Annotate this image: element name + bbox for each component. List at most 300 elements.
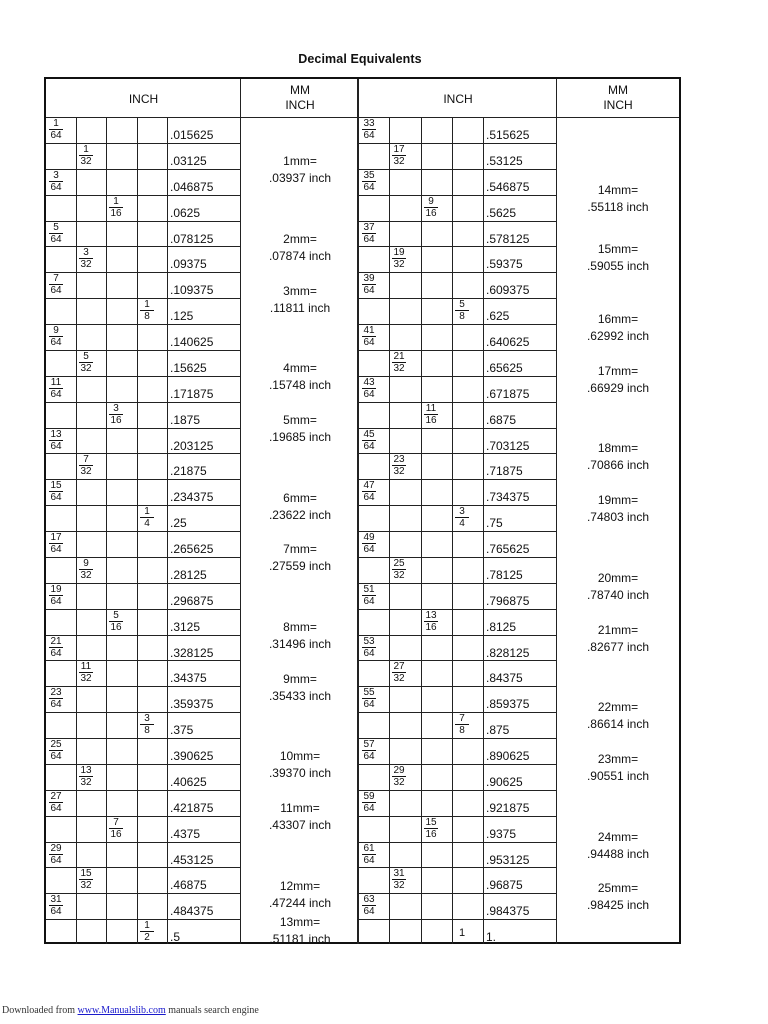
decimal-value: .6875 [486,413,517,427]
right-row-divider [359,660,557,661]
left-mm-conversion [241,490,359,524]
decimal-value: .03125 [170,154,207,168]
decimal-value: .890625 [486,749,530,763]
fraction-denominator: 32 [80,466,92,477]
fraction-numerator: 17 [393,144,405,155]
left-row-divider [46,246,241,247]
fraction-denominator: 16 [110,415,122,426]
left-mm-header-line2: INCH [285,98,315,112]
decimal-value: .546875 [486,180,530,194]
fraction-numerator: 27 [393,661,405,672]
fraction [109,818,123,840]
inch-equivalent: .98425 inch [586,898,650,912]
fraction-denominator: 64 [363,182,375,193]
left-row-divider [46,169,241,170]
decimal-value: .34375 [170,671,207,685]
decimal-value: .328125 [170,646,214,660]
fraction-denominator: 4 [459,518,465,529]
fraction [362,171,376,193]
fraction-numerator: 43 [363,377,375,388]
fraction-denominator: 64 [363,285,375,296]
mm-value: 23mm= [597,752,639,766]
left-row-divider [46,221,241,222]
left-row-divider [46,764,241,765]
fraction-numerator: 39 [363,273,375,284]
mm-value: 1mm= [283,154,317,168]
mm-value: 16mm= [597,312,639,326]
right-row-divider [359,893,557,894]
fraction-numerator: 53 [363,636,375,647]
fraction-denominator: 2 [144,932,150,943]
left-row-divider [46,816,241,817]
fraction-denominator: 16 [110,622,122,633]
right-row-divider [359,790,557,791]
fraction-numerator: 9 [79,559,93,570]
right-mm-conversion [557,622,679,656]
decimal-value: .734375 [486,490,530,504]
left-row-divider [46,195,241,196]
left-row-divider [46,583,241,584]
inch-equivalent: .43307 inch [268,818,332,832]
fraction-numerator: 23 [393,454,405,465]
fraction-denominator: 64 [363,441,375,452]
mm-value: 14mm= [597,183,639,197]
left-mm-conversion [241,360,359,394]
right-mm-conversion [557,440,679,474]
left-mm-conversion [241,412,359,446]
right-inch-header: INCH [443,92,473,106]
right-row-divider [359,583,557,584]
inch-equivalent: .82677 inch [586,640,650,654]
right-mm-header [557,83,679,113]
right-row-divider [359,712,557,713]
fraction [362,740,376,762]
mm-value: 6mm= [283,491,317,505]
decimal-value: .765625 [486,542,530,556]
left-mm-conversion [241,878,359,912]
inch-equivalent: .11811 inch [269,301,331,315]
fraction-numerator: 5 [49,223,63,234]
left-row-divider [46,660,241,661]
fraction-numerator: 1 [49,119,63,130]
fraction-numerator: 11 [50,377,62,388]
left-row-divider [46,531,241,532]
inch-equivalent: .03937 inch [268,171,332,185]
decimal-value: .671875 [486,387,530,401]
fraction [424,197,438,219]
decimal-value: .703125 [486,439,530,453]
left-row-divider [46,867,241,868]
fraction [392,352,406,374]
right-row-divider [359,195,557,196]
fraction [424,611,438,633]
inch-equivalent: .47244 inch [268,896,332,910]
fraction [79,869,93,891]
decimal-value: .625 [486,309,510,323]
fraction-numerator: 27 [50,791,62,802]
fraction-denominator: 32 [393,259,405,270]
right-row-divider [359,350,557,351]
fraction-denominator: 8 [144,725,150,736]
fraction [49,378,63,400]
fraction-denominator: 32 [80,363,92,374]
decimal-value: .140625 [170,335,214,349]
fraction [455,300,469,322]
right-row-divider [359,453,557,454]
fraction-denominator: 64 [363,855,375,866]
fraction [424,404,438,426]
decimal-value: .96875 [486,878,523,892]
right-mm-header-line2: INCH [603,98,633,112]
left-row-divider [46,609,241,610]
decimal-value: .5 [170,930,181,944]
right-mm-conversion [557,492,679,526]
fraction [79,145,93,167]
inch-equivalent: .19685 inch [268,430,332,444]
right-mm-conversion [557,699,679,733]
decimal-value: .3125 [170,620,201,634]
decimal-value: .109375 [170,283,214,297]
footer-prefix: Downloaded from [2,1005,78,1016]
fraction-numerator: 7 [79,455,93,466]
decimal-value: .171875 [170,387,214,401]
decimal-value: .4375 [170,827,201,841]
decimal-value: .71875 [486,464,523,478]
fraction [362,430,376,452]
fraction-numerator: 1 [79,145,93,156]
right-row-divider [359,402,557,403]
right-row-divider [359,635,557,636]
right-mm-header-line1: MM [608,83,628,97]
inch-equivalent: .55118 inch [587,200,649,214]
fraction [109,197,123,219]
fraction [49,119,63,141]
fraction-numerator: 5 [455,300,469,311]
inch-equivalent: .31496 inch [268,637,332,651]
fraction [362,895,376,917]
fraction [49,171,63,193]
fraction-denominator: 32 [393,466,405,477]
right-row-divider [359,272,557,273]
inch-equivalent: .27559 inch [268,559,332,573]
fraction-denominator: 64 [363,389,375,400]
fraction-denominator: 64 [363,544,375,555]
fraction-denominator: 64 [50,389,62,400]
fraction-numerator: 19 [393,247,405,258]
right-mm-conversion [557,570,679,604]
fraction-numerator: 37 [363,222,375,233]
decimal-value: 1. [486,930,497,944]
decimal-value: .84375 [486,671,523,685]
mm-value: 2mm= [283,232,317,246]
fraction-denominator: 64 [363,648,375,659]
footer-suffix: manuals search engine [165,1005,259,1016]
fraction [49,533,63,555]
right-row-divider [359,298,557,299]
mm-value: 11mm= [280,801,320,815]
fraction [362,533,376,555]
decimal-value: .359375 [170,697,214,711]
fraction-denominator: 16 [110,208,122,219]
fraction-numerator: 59 [363,791,375,802]
right-mm-conversion [557,751,679,785]
inch-equivalent: .78740 inch [586,588,650,602]
decimal-value: .375 [170,723,194,737]
mm-value: 12mm= [279,879,321,893]
fraction [49,274,63,296]
fraction [49,481,63,503]
fraction-numerator: 29 [393,765,405,776]
right-mm-conversion [557,182,679,216]
right-row-divider [359,479,557,480]
fraction [79,766,93,788]
fraction [362,585,376,607]
fraction-numerator: 3 [455,507,469,518]
mm-value: 5mm= [283,413,317,427]
left-mm-conversion [241,153,359,187]
fraction-denominator: 64 [50,596,62,607]
left-row-divider [46,686,241,687]
fraction-denominator: 32 [80,673,92,684]
fraction-numerator: 5 [109,611,123,622]
fraction-denominator: 64 [363,492,375,503]
fraction-denominator: 64 [50,699,62,710]
fraction [392,766,406,788]
left-row-divider [46,635,241,636]
right-mm-conversion [557,311,679,345]
fraction [362,637,376,659]
mm-value: 20mm= [597,571,639,585]
fraction [455,928,469,938]
fraction [79,248,93,270]
inch-equivalent: .15748 inch [268,378,332,392]
left-row-divider [46,350,241,351]
mm-value: 3mm= [283,284,317,298]
fraction [49,688,63,710]
fraction-numerator: 21 [393,351,405,362]
fraction-numerator: 5 [79,352,93,363]
fraction [79,662,93,684]
fraction [362,792,376,814]
fraction [362,326,376,348]
fraction-numerator: 3 [109,404,123,415]
right-row-divider [359,764,557,765]
mm-value: 24mm= [597,830,639,844]
left-mm-conversion [241,541,359,575]
fraction-numerator: 3 [79,248,93,259]
fraction-denominator: 64 [363,337,375,348]
right-row-divider [359,221,557,222]
fraction [49,223,63,245]
right-row-divider [359,505,557,506]
fraction-denominator: 4 [144,518,150,529]
fraction [140,507,154,529]
decimal-value: .25 [170,516,187,530]
fraction-denominator: 32 [393,880,405,891]
fraction [49,430,63,452]
left-row-divider [46,324,241,325]
decimal-value: .1875 [170,413,201,427]
decimal-value: .265625 [170,542,214,556]
fraction-denominator: 64 [50,544,62,555]
mm-value: 17mm= [597,364,639,378]
fraction-denominator: 16 [425,208,437,219]
decimal-value: .0625 [170,206,201,220]
fraction-denominator: 32 [80,156,92,167]
decimal-value: .203125 [170,439,214,453]
fraction [49,585,63,607]
decimal-value: .875 [486,723,510,737]
fraction-numerator: 25 [50,739,62,750]
left-mm-conversion [241,800,359,834]
right-row-divider [359,324,557,325]
right-row-divider [359,246,557,247]
mm-value: 7mm= [283,542,317,556]
right-row-divider [359,842,557,843]
left-mm-conversion [241,914,359,948]
fraction-numerator: 7 [455,714,469,725]
fraction-numerator: 41 [363,325,375,336]
inch-equivalent: .70866 inch [586,458,650,472]
mm-value: 10mm= [279,749,321,763]
mm-value: 13mm= [279,915,321,929]
fraction [362,481,376,503]
decimal-value: .5625 [486,206,517,220]
fraction [140,300,154,322]
inch-equivalent: .66929 inch [586,381,650,395]
fraction-numerator: 11 [425,403,437,414]
fraction-denominator: 32 [80,880,92,891]
decimal-value: .53125 [486,154,523,168]
decimal-value: .78125 [486,568,523,582]
fraction-numerator: 33 [363,118,375,129]
decimal-value: .953125 [486,853,530,867]
fraction-denominator: 64 [363,130,375,141]
fraction [109,404,123,426]
left-row-divider [46,479,241,480]
fraction [109,611,123,633]
fraction-numerator: 3 [49,171,63,182]
left-mm-header [241,83,359,113]
fraction [49,792,63,814]
fraction-denominator: 8 [459,311,465,322]
decimal-value: .015625 [170,128,214,142]
right-mm-conversion [557,241,679,275]
fraction [362,688,376,710]
left-row-divider [46,893,241,894]
fraction-denominator: 64 [50,906,62,917]
fraction-numerator: 3 [140,714,154,725]
fraction-numerator: 13 [425,610,437,621]
fraction-numerator: 51 [363,584,375,595]
decimal-value: .484375 [170,904,214,918]
fraction-denominator: 8 [144,311,150,322]
right-row-divider [359,143,557,144]
decimal-value: .859375 [486,697,530,711]
decimal-value: .578125 [486,232,530,246]
fraction [49,740,63,762]
right-row-divider [359,816,557,817]
fraction [362,119,376,141]
fraction [455,507,469,529]
left-row-divider [46,428,241,429]
decimal-value: .921875 [486,801,530,815]
decimal-value: .515625 [486,128,530,142]
right-row-divider [359,428,557,429]
decimal-value: .65625 [486,361,523,375]
decimal-value: .984375 [486,904,530,918]
fraction-denominator: 64 [50,337,62,348]
fraction [79,455,93,477]
page-footer [2,1005,259,1016]
fraction-numerator: 55 [363,687,375,698]
fraction [392,455,406,477]
mm-value: 15mm= [597,242,639,256]
fraction-numerator: 47 [363,480,375,491]
mm-value: 8mm= [283,620,317,634]
decimal-value: .828125 [486,646,530,660]
decimal-value: .078125 [170,232,214,246]
fraction [362,378,376,400]
left-mm-header-line1: MM [290,83,310,97]
fraction-numerator: 63 [363,894,375,905]
mm-value: 18mm= [597,441,639,455]
fraction [49,637,63,659]
fraction-denominator: 64 [50,492,62,503]
decimal-value: .640625 [486,335,530,349]
decimal-value: .453125 [170,853,214,867]
right-mm-conversion [557,880,679,914]
fraction-denominator: 32 [393,777,405,788]
right-row-divider [359,686,557,687]
fraction-numerator: 7 [109,818,123,829]
inch-equivalent: .07874 inch [268,249,332,263]
left-row-divider [46,376,241,377]
fraction-numerator: 13 [50,429,62,440]
fraction-numerator: 1 [458,927,466,939]
footer-link[interactable]: www.Manualslib.com [77,1005,166,1016]
fraction-denominator: 32 [393,570,405,581]
fraction-denominator: 64 [363,751,375,762]
fraction-numerator: 17 [50,532,62,543]
right-mm-conversion [557,829,679,863]
left-row-divider [46,143,241,144]
fraction-numerator: 35 [363,170,375,181]
fraction-numerator: 1 [140,921,154,932]
fraction-numerator: 45 [363,429,375,440]
decimal-value: .15625 [170,361,207,375]
fraction [362,274,376,296]
fraction-denominator: 64 [50,648,62,659]
inch-equivalent: .23622 inch [268,508,332,522]
fraction-numerator: 15 [80,868,92,879]
fraction-numerator: 9 [424,197,438,208]
fraction [392,662,406,684]
mm-value: 4mm= [283,361,317,375]
decimal-value: .421875 [170,801,214,815]
decimal-value: .90625 [486,775,523,789]
fraction-numerator: 1 [140,300,154,311]
decimal-value: .609375 [486,283,530,297]
right-row-divider [359,919,557,920]
decimal-value: .28125 [170,568,207,582]
fraction-numerator: 1 [140,507,154,518]
fraction-denominator: 64 [50,751,62,762]
fraction-denominator: 16 [425,622,437,633]
fraction-numerator: 15 [425,817,437,828]
fraction-denominator: 64 [50,182,62,193]
fraction-denominator: 16 [110,829,122,840]
